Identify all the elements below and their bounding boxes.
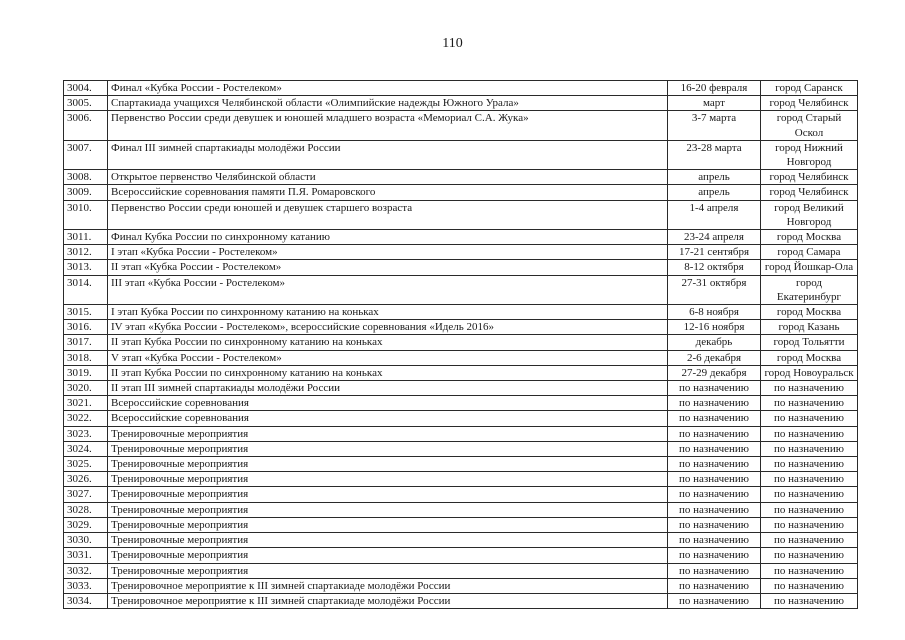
event-place: город Нижний Новгород <box>761 140 858 169</box>
event-date: по назначению <box>668 396 761 411</box>
table-row <box>64 335 858 350</box>
event-place: город Тольятти <box>761 335 858 350</box>
table-row <box>64 396 858 411</box>
event-date: 27-31 октября <box>668 275 761 304</box>
event-name: Тренировочные мероприятия <box>108 472 668 487</box>
event-date: по назначению <box>668 517 761 532</box>
row-number: 3014. <box>64 275 108 304</box>
event-name: Тренировочные мероприятия <box>108 487 668 502</box>
event-date: по назначению <box>668 533 761 548</box>
event-date: 2-6 декабря <box>668 350 761 365</box>
event-date: апрель <box>668 170 761 185</box>
table-row <box>64 578 858 593</box>
row-number: 3026. <box>64 472 108 487</box>
event-date: 17-21 сентября <box>668 245 761 260</box>
event-name: Первенство России среди девушек и юношей младшего возраста «Мемориал С.А. Жука» <box>108 111 668 140</box>
table-row <box>64 381 858 396</box>
event-name: Тренировочные мероприятия <box>108 517 668 532</box>
row-number: 3029. <box>64 517 108 532</box>
event-place: город Москва <box>761 350 858 365</box>
table-row <box>64 548 858 563</box>
event-name: III этап «Кубка России - Ростелеком» <box>108 275 668 304</box>
row-number: 3030. <box>64 533 108 548</box>
event-date: по назначению <box>668 548 761 563</box>
events-table <box>63 80 858 609</box>
row-number: 3013. <box>64 260 108 275</box>
event-place: по назначению <box>761 487 858 502</box>
event-date: 23-28 марта <box>668 140 761 169</box>
row-number: 3019. <box>64 365 108 380</box>
event-place: город Новоуральск <box>761 365 858 380</box>
event-date: 1-4 апреля <box>668 200 761 229</box>
event-date: 6-8 ноября <box>668 305 761 320</box>
event-date: по назначению <box>668 578 761 593</box>
row-number: 3008. <box>64 170 108 185</box>
event-name: Спартакиада учащихся Челябинской области «Олимпийские надежды Южного Урала» <box>108 96 668 111</box>
event-name: Всероссийские соревнования памяти П.Я. Ромаровского <box>108 185 668 200</box>
event-place: город Москва <box>761 305 858 320</box>
event-name: Финал «Кубка России - Ростелеком» <box>108 81 668 96</box>
row-number: 3011. <box>64 230 108 245</box>
event-name: II этап Кубка России по синхронному катанию на коньках <box>108 335 668 350</box>
row-number: 3022. <box>64 411 108 426</box>
row-number: 3018. <box>64 350 108 365</box>
event-date: 23-24 апреля <box>668 230 761 245</box>
row-number: 3027. <box>64 487 108 502</box>
page-number: 110 <box>442 36 463 51</box>
row-number: 3016. <box>64 320 108 335</box>
row-number: 3021. <box>64 396 108 411</box>
row-number: 3020. <box>64 381 108 396</box>
event-place: город Москва <box>761 230 858 245</box>
row-number: 3031. <box>64 548 108 563</box>
event-place: по назначению <box>761 578 858 593</box>
row-number: 3005. <box>64 96 108 111</box>
event-place: город Екатеринбург <box>761 275 858 304</box>
event-name: Тренировочные мероприятия <box>108 548 668 563</box>
event-date: по назначению <box>668 563 761 578</box>
event-date: по назначению <box>668 441 761 456</box>
row-number: 3024. <box>64 441 108 456</box>
table-row <box>64 457 858 472</box>
event-place: по назначению <box>761 563 858 578</box>
event-place: по назначению <box>761 548 858 563</box>
event-name: Тренировочные мероприятия <box>108 426 668 441</box>
event-place: по назначению <box>761 472 858 487</box>
event-place: город Саранск <box>761 81 858 96</box>
table-row <box>64 472 858 487</box>
event-place: по назначению <box>761 396 858 411</box>
table-row <box>64 260 858 275</box>
table-row <box>64 200 858 229</box>
event-name: Финал Кубка России по синхронному катанию <box>108 230 668 245</box>
row-number: 3012. <box>64 245 108 260</box>
table-row <box>64 502 858 517</box>
event-date: декабрь <box>668 335 761 350</box>
table-row <box>64 305 858 320</box>
event-place: по назначению <box>761 502 858 517</box>
table-row <box>64 170 858 185</box>
event-name: IV этап «Кубка России - Ростелеком», всероссийские соревнования «Идель 2016» <box>108 320 668 335</box>
event-name: Тренировочные мероприятия <box>108 533 668 548</box>
table-row <box>64 487 858 502</box>
event-date: апрель <box>668 185 761 200</box>
row-number: 3009. <box>64 185 108 200</box>
row-number: 3032. <box>64 563 108 578</box>
row-number: 3025. <box>64 457 108 472</box>
event-name: Тренировочные мероприятия <box>108 563 668 578</box>
row-number: 3007. <box>64 140 108 169</box>
event-name: Тренировочное мероприятие к III зимней спартакиаде молодёжи России <box>108 578 668 593</box>
row-number: 3015. <box>64 305 108 320</box>
table-row <box>64 140 858 169</box>
row-number: 3023. <box>64 426 108 441</box>
events-table-body <box>64 81 858 609</box>
event-date: по назначению <box>668 381 761 396</box>
event-date: 16-20 февраля <box>668 81 761 96</box>
event-date: 27-29 декабря <box>668 365 761 380</box>
event-name: Первенство России среди юношей и девушек старшего возраста <box>108 200 668 229</box>
event-place: город Челябинск <box>761 96 858 111</box>
event-place: по назначению <box>761 517 858 532</box>
event-name: I этап «Кубка России - Ростелеком» <box>108 245 668 260</box>
event-date: март <box>668 96 761 111</box>
table-row <box>64 245 858 260</box>
event-place: по назначению <box>761 441 858 456</box>
event-date: по назначению <box>668 426 761 441</box>
event-place: город Челябинск <box>761 170 858 185</box>
table-row <box>64 275 858 304</box>
table-row <box>64 563 858 578</box>
table-row <box>64 365 858 380</box>
event-name: II этап «Кубка России - Ростелеком» <box>108 260 668 275</box>
event-name: Финал III зимней спартакиады молодёжи России <box>108 140 668 169</box>
event-place: по назначению <box>761 381 858 396</box>
row-number: 3034. <box>64 593 108 608</box>
table-row <box>64 517 858 532</box>
event-name: I этап Кубка России по синхронному катанию на коньках <box>108 305 668 320</box>
table-row <box>64 441 858 456</box>
event-place: по назначению <box>761 533 858 548</box>
table-row <box>64 96 858 111</box>
table-row <box>64 593 858 608</box>
event-place: город Великий Новгород <box>761 200 858 229</box>
table-row <box>64 185 858 200</box>
event-name: Всероссийские соревнования <box>108 411 668 426</box>
event-date: по назначению <box>668 593 761 608</box>
event-name: Тренировочные мероприятия <box>108 441 668 456</box>
row-number: 3010. <box>64 200 108 229</box>
event-place: по назначению <box>761 457 858 472</box>
event-place: город Самара <box>761 245 858 260</box>
event-date: 8-12 октября <box>668 260 761 275</box>
table-row <box>64 81 858 96</box>
event-name: Тренировочные мероприятия <box>108 457 668 472</box>
table-row <box>64 111 858 140</box>
event-place: по назначению <box>761 411 858 426</box>
event-place: по назначению <box>761 593 858 608</box>
row-number: 3028. <box>64 502 108 517</box>
row-number: 3004. <box>64 81 108 96</box>
event-place: город Старый Оскол <box>761 111 858 140</box>
event-date: по назначению <box>668 472 761 487</box>
event-date: по назначению <box>668 457 761 472</box>
table-row <box>64 320 858 335</box>
event-name: Открытое первенство Челябинской области <box>108 170 668 185</box>
event-date: по назначению <box>668 487 761 502</box>
event-name: Тренировочное мероприятие к III зимней спартакиаде молодёжи России <box>108 593 668 608</box>
event-name: II этап Кубка России по синхронному катанию на коньках <box>108 365 668 380</box>
event-date: 3-7 марта <box>668 111 761 140</box>
row-number: 3033. <box>64 578 108 593</box>
row-number: 3017. <box>64 335 108 350</box>
event-date: по назначению <box>668 502 761 517</box>
table-row <box>64 533 858 548</box>
table-row <box>64 411 858 426</box>
event-date: 12-16 ноября <box>668 320 761 335</box>
event-name: II этап III зимней спартакиады молодёжи России <box>108 381 668 396</box>
event-name: Тренировочные мероприятия <box>108 502 668 517</box>
event-date: по назначению <box>668 411 761 426</box>
event-place: город Челябинск <box>761 185 858 200</box>
row-number: 3006. <box>64 111 108 140</box>
event-place: по назначению <box>761 426 858 441</box>
table-row <box>64 350 858 365</box>
event-place: город Казань <box>761 320 858 335</box>
event-name: V этап «Кубка России - Ростелеком» <box>108 350 668 365</box>
table-row <box>64 230 858 245</box>
event-place: город Йошкар-Ола <box>761 260 858 275</box>
table-row <box>64 426 858 441</box>
event-name: Всероссийские соревнования <box>108 396 668 411</box>
